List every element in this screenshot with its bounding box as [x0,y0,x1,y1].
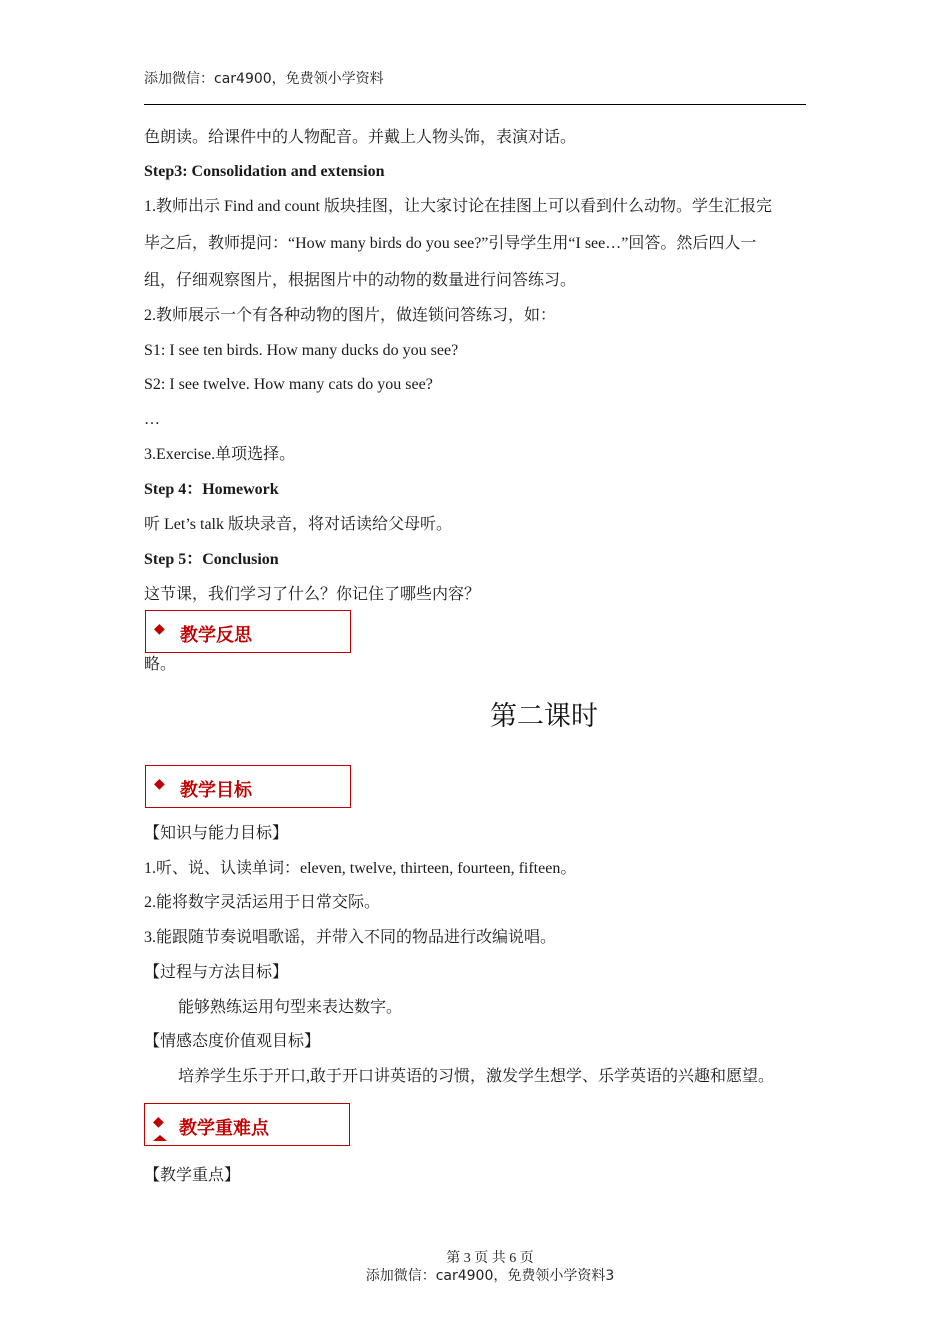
step4-text: 听 Let’s talk 版块录音，将对话读给父母听。 [144,516,452,533]
dialog-s2: S2: I see twelve. How many cats do you see? [144,376,433,393]
reflection-text: 略。 [144,656,177,673]
step3-paragraph-3: 3.Exercise.单项选择。 [144,446,296,463]
section-title-objectives: 教学目标 [180,780,252,801]
knowledge-item-3: 3.能跟随节奏说唱歌谣，并带入不同的物品进行改编说唱。 [144,929,557,946]
dialog-s1: S1: I see ten birds. How many ducks do you see? [144,342,459,359]
section-box-reflection [145,610,351,653]
section-box-keypoints [144,1103,350,1146]
page-footer: 添加微信：car4900，免费领小学资料3 [365,1268,615,1284]
header-divider [144,104,806,105]
step3-paragraph-line3: 组，仔细观察图片，根据图片中的动物的数量进行问答练习。 [144,272,577,289]
knowledge-item-1: 1.听、说、认读单词：eleven, twelve, thirteen, fourteen, fifteen。 [144,860,577,877]
step3-paragraph-line1: 1.教师出示 Find and count 版块挂图，让大家讨论在挂图上可以看到什么动物。学生汇报完 [144,198,772,215]
process-heading: 【过程与方法目标】 [144,964,289,981]
knowledge-item-2: 2.能将数字灵活运用于日常交际。 [144,894,381,911]
step3-paragraph-2: 2.教师展示一个有各种动物的图片，做连锁问答练习，如： [144,307,557,324]
knowledge-heading: 【知识与能力目标】 [144,825,289,842]
step5-text: 这节课，我们学习了什么？你记住了哪些内容？ [144,586,481,603]
page-number: 第 3 页 共 6 页 [446,1251,534,1266]
step5-heading: Step 5：Conclusion [144,551,279,568]
triangle-icon [153,1135,167,1141]
diamond-icon: ◆ [153,1114,164,1130]
section-title-keypoints: 教学重难点 [179,1118,269,1139]
diamond-icon: ◆ [154,776,165,792]
emotion-text: 培养学生乐于开口,敢于开口讲英语的习惯，激发学生想学、乐学英语的兴趣和愿望。 [178,1068,775,1085]
section-title-reflection: 教学反思 [180,625,252,646]
diamond-icon: ◆ [154,621,165,637]
step4-heading: Step 4：Homework [144,481,279,498]
step3-paragraph-line2: 毕之后，教师提问：“How many birds do you see?”引导学生用“I see…”回答。然后四人一 [144,235,757,252]
section-box-objectives [145,765,351,808]
ellipsis: … [144,411,160,428]
lesson-title: 第二课时 [490,701,598,732]
emotion-heading: 【情感态度价值观目标】 [144,1033,321,1050]
keypoints-heading: 【教学重点】 [144,1167,241,1184]
process-text: 能够熟练运用句型来表达数字。 [178,999,403,1016]
paragraph-line: 色朗读。给课件中的人物配音。并戴上人物头饰，表演对话。 [144,129,577,146]
step3-heading: Step3: Consolidation and extension [144,163,385,180]
page-header: 添加微信：car4900，免费领小学资料 [144,71,384,87]
